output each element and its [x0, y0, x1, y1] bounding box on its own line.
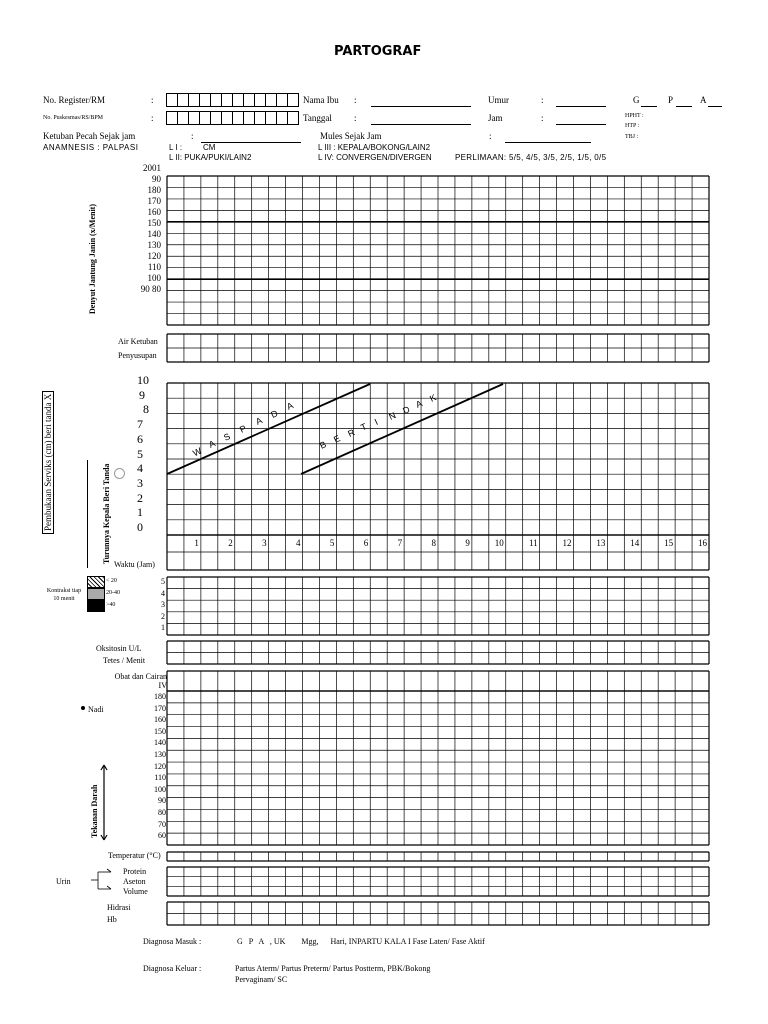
vital-tick: 170 [154, 703, 166, 713]
hour-label: 13 [596, 538, 606, 548]
l3-label: L III : KEPALA/BOKONG/LAIN2 [318, 143, 431, 152]
g-label: G [633, 95, 640, 105]
djj-tick: 130 [147, 240, 161, 250]
descent-axis-label: Turunnya Kepala Beri Tanda [102, 463, 111, 564]
cervix-tick: 1 [137, 505, 143, 520]
djj-tick: 150 [147, 218, 161, 228]
l2-label: L II: PUKA/PUKI/LAIN2 [169, 153, 252, 162]
cervix-tick: 4 [137, 461, 143, 476]
tetes-label: Tetes / Menit [103, 656, 146, 665]
hours-grid[interactable] [167, 535, 709, 570]
hour-label: 10 [494, 538, 504, 548]
air-ketuban-label: Air Ketuban [118, 337, 158, 346]
hour-label: 14 [630, 538, 640, 548]
diagnosa-keluar-value-1: Partus Aterm/ Partus Preterm/ Partus Postterm, PBK/Bokong [235, 964, 431, 973]
letter: E [331, 433, 342, 445]
hour-label: 11 [528, 538, 538, 548]
djj-tick: 2001 [143, 163, 161, 173]
page-title: PARTOGRAF [334, 44, 422, 59]
mules-label: Mules Sejak Jam [320, 131, 382, 141]
letter: D [269, 407, 280, 420]
vital-tick: 130 [154, 750, 166, 759]
colon: : [354, 113, 357, 123]
letter: B [318, 439, 328, 451]
cervix-tick: 0 [137, 520, 143, 534]
vital-tick: 150 [154, 726, 166, 736]
colon: : [489, 131, 492, 141]
letter: D [400, 403, 411, 416]
djj-tick: 100 [147, 273, 161, 283]
letter: A [253, 415, 264, 428]
colon: : [151, 113, 154, 123]
vital-tick: 60 [158, 831, 166, 841]
djj-tick: 110 [147, 262, 161, 272]
djj-tick: 140 [147, 229, 161, 239]
colon: : [541, 95, 544, 105]
urin-label: Urin [56, 877, 71, 886]
hour-label: 5 [329, 538, 335, 548]
a-label: A [700, 95, 707, 105]
vital-grid[interactable] [167, 691, 709, 845]
letter: T [359, 421, 369, 434]
hour-label: 9 [465, 538, 470, 548]
cervix-tick: 5 [137, 446, 143, 461]
letter: A [414, 398, 425, 410]
colon: : [354, 95, 357, 105]
grey-legend-icon [87, 588, 105, 600]
hb-label: Hb [107, 915, 117, 924]
diagnosa-masuk-value: G P A , UK Mgg, Hari, INPARTU KALA I Fase Laten/ Fase Aktif [237, 937, 485, 946]
colon: : [151, 95, 154, 105]
kontraksi-tick: 4 [161, 588, 165, 598]
cervix-tick: 9 [139, 387, 145, 402]
vital-tick: 110 [154, 773, 166, 783]
hour-label: 2 [228, 538, 233, 548]
cervix-axis-label: Pembukaan Serviks (cm) beri tanda X [42, 391, 54, 534]
hour-label: 8 [431, 538, 436, 548]
umur-label: Umur [488, 95, 509, 105]
letter: I [373, 416, 380, 427]
nadi-label: Nadi [88, 705, 104, 714]
kontraksi-tick: 5 [161, 577, 165, 586]
temperatur-label: Temperatur (°C) [108, 851, 161, 860]
tbj-label: TBJ : [625, 134, 639, 140]
hour-label: 3 [262, 538, 267, 548]
circle-marker-icon [114, 468, 125, 479]
cm-label: CM [203, 143, 216, 152]
letter: N [386, 409, 398, 422]
letter: K [428, 392, 438, 404]
cervix-grid[interactable] [167, 383, 709, 535]
vital-tick: 160 [154, 715, 166, 725]
nadi-dot-icon [81, 706, 85, 710]
vital-tick: 80 [158, 808, 166, 817]
djj-tick: 160 [147, 207, 161, 217]
cervix-tick: 8 [143, 402, 149, 417]
hour-label: 1 [194, 538, 199, 548]
cervix-tick: 10 [137, 373, 149, 387]
djj-axis-label: Denyut Jantung Janin (x/Menit) [88, 203, 97, 314]
djj-tick: 90 80 [140, 284, 161, 294]
legend-20-40: 20-40 [106, 590, 120, 596]
cervix-tick: 7 [137, 417, 143, 432]
vital-tick: 90 [158, 796, 166, 806]
letter: A [285, 400, 295, 412]
hour-label: 16 [698, 538, 707, 548]
tekanan-darah-label: Tekanan Darah [90, 784, 99, 838]
hour-label: 12 [562, 538, 572, 548]
djj-tick: 180 [147, 185, 161, 195]
hpht-label: HPHT : [625, 113, 644, 119]
urin-arrow-bottom-head [107, 886, 111, 889]
hour-label: 4 [296, 538, 301, 548]
hidrasi-grid[interactable] [167, 902, 709, 925]
kontraksi-tick: 2 [161, 611, 165, 621]
cervix-tick: 6 [137, 431, 143, 446]
no-puskesmas-label: No. Puskesmas/RS/BPM [43, 115, 104, 121]
hatched-legend-icon [87, 576, 105, 588]
vital-tick: 140 [154, 738, 166, 748]
urin-grid[interactable] [167, 867, 709, 896]
cervix-tick: 3 [137, 475, 143, 490]
djj-tick: 120 [147, 251, 161, 261]
letter: P [238, 423, 248, 435]
aseton-label: Aseton [123, 877, 146, 886]
waktu-label: Waktu (Jam) [114, 560, 155, 569]
ketuban-label: Ketuban Pecah Sejak jam [43, 131, 136, 141]
djj-tick: 170 [147, 196, 161, 206]
temperatur-grid[interactable] [167, 852, 709, 861]
diagnosa-masuk-label: Diagnosa Masuk : [143, 937, 202, 946]
hour-label: 15 [664, 538, 674, 548]
l1-label: L I : [169, 143, 183, 152]
obat-label: Obat dan Cairan IV [114, 672, 167, 690]
obat-grid[interactable] [167, 671, 709, 691]
letter: W [191, 445, 204, 459]
protein-label: Protein [123, 867, 147, 876]
kontraksi-grid[interactable] [167, 577, 709, 635]
kontraksi-tick: 3 [161, 600, 165, 610]
legend-lt20: < 20 [106, 578, 117, 584]
hour-label: 6 [363, 538, 369, 548]
vital-tick: 100 [154, 784, 166, 794]
kontraksi-label: Kontraksi tiap 10 menit [46, 588, 82, 602]
kontraksi-tick: 1 [161, 623, 165, 633]
djj-tick: 90 [152, 174, 161, 184]
penyusupan-label: Penyusupan [118, 351, 157, 360]
perlimaan-label: PERLIMAAN: 5/5, 4/5, 3/5, 2/5, 1/5, 0/5 [455, 153, 607, 162]
black-legend-icon [87, 600, 105, 612]
cervix-tick: 2 [137, 490, 143, 505]
vital-tick: 180 [154, 692, 166, 701]
p-label: P [668, 95, 674, 105]
oksitosin-grid[interactable] [167, 641, 709, 664]
djj-grid[interactable] [167, 176, 709, 325]
colon: : [191, 131, 194, 141]
anamnesis-label: ANAMNESIS : PALPASI [43, 143, 139, 152]
vital-tick: 120 [154, 761, 166, 771]
oksitosin-label: Oksitosin U/L [96, 644, 142, 653]
volume-label: Volume [123, 887, 148, 896]
urin-arrow-top-head [107, 869, 111, 872]
descent-bracket [87, 460, 88, 568]
letter: A [206, 438, 217, 451]
jam-label: Jam [488, 113, 503, 123]
air-ketuban-grid[interactable] [167, 334, 709, 362]
hour-label: 7 [397, 538, 403, 548]
no-register-label: No. Register/RM [43, 95, 105, 105]
hidrasi-label: Hidrasi [107, 903, 131, 912]
legend-gt40: >40 [106, 602, 116, 608]
letter: R [345, 427, 356, 440]
colon: : [541, 113, 544, 123]
tanggal-label: Tanggal [303, 113, 332, 123]
nama-ibu-label: Nama Ibu [303, 95, 339, 105]
diagnosa-keluar-label: Diagnosa Keluar : [143, 964, 202, 973]
diagnosa-keluar-value-2: Pervaginam/ SC [235, 975, 288, 984]
letter: S [222, 430, 233, 443]
htp-label: HTP : [625, 123, 640, 129]
bertindak-line [301, 384, 503, 474]
l4-label: L IV: CONVERGEN/DIVERGEN [318, 153, 432, 162]
vital-tick: 70 [158, 819, 166, 829]
